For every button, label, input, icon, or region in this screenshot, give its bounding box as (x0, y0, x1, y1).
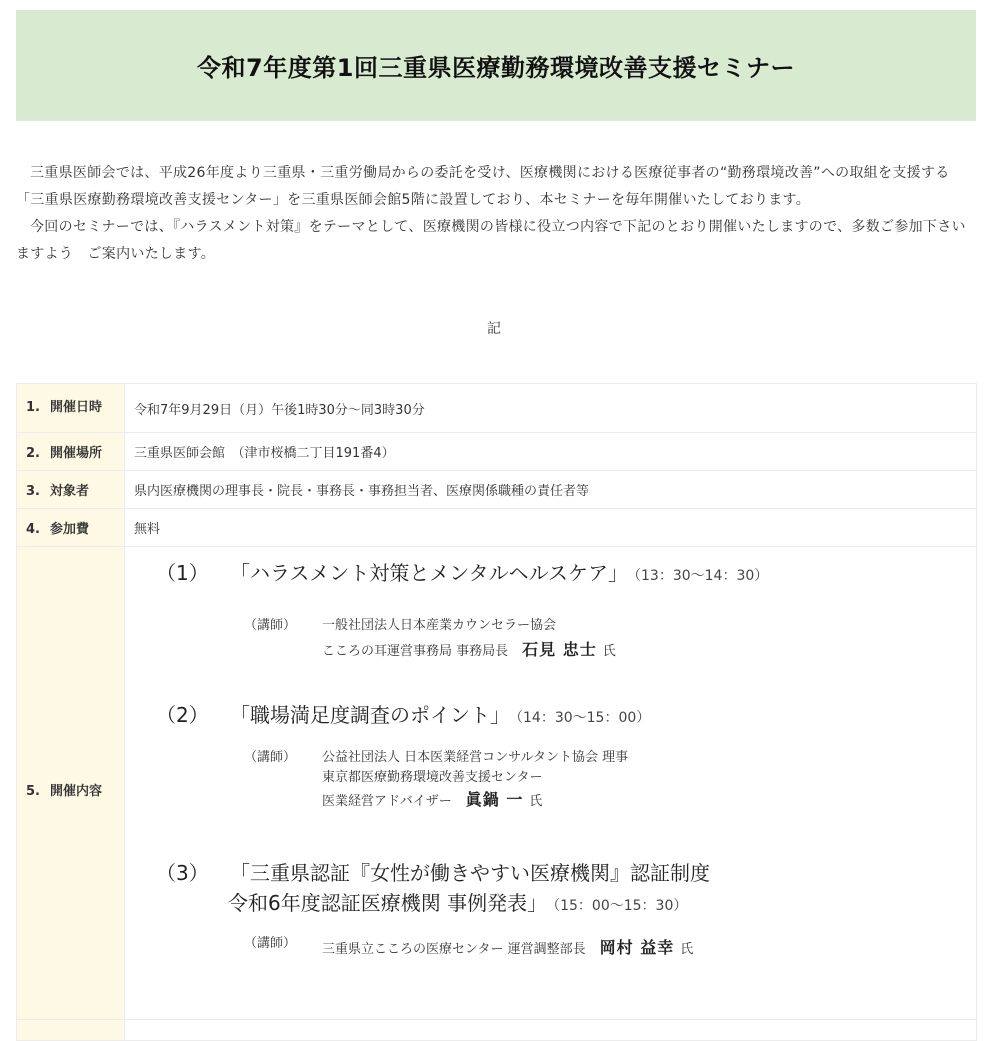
session-number: （3） (156, 861, 209, 885)
speaker-name: 岡村 益幸 (599, 938, 675, 957)
row-label: 4. 参加費 (17, 509, 125, 547)
table-row (17, 471, 977, 509)
speaker-name: 眞鍋 一 (465, 790, 524, 809)
row-value-empty (125, 1020, 977, 1041)
session-number: （2） (156, 703, 209, 727)
ki-marker: 記 (487, 321, 501, 337)
event-info-table (16, 383, 977, 1041)
program-session-1 (125, 557, 976, 659)
session-time: （14：30～15：00） (516, 710, 651, 726)
table-row (17, 433, 977, 471)
session-time: （13：30～14：30） (634, 568, 769, 584)
row-label: 2. 開催場所 (17, 433, 125, 471)
title-banner (16, 10, 976, 121)
program-session-3 (125, 857, 976, 957)
program-content (125, 547, 977, 1020)
session-time: （15：00～15：30） (553, 898, 688, 914)
session-title: 「職場満足度調査のポイント」 （14：30～15：00） (230, 703, 651, 727)
speaker-name: 石見 忠士 (522, 640, 597, 659)
honorific: 氏 (529, 794, 543, 809)
event-date-value: 令和7年9月29日（月）午後1時30分～同3時30分 (125, 384, 977, 433)
program-session-2 (125, 699, 976, 809)
row-label: 5. 開催内容 (17, 547, 125, 1020)
honorific: 氏 (680, 942, 694, 957)
speaker-affiliation: 一般社団法人日本産業カウンセラー協会 (322, 618, 557, 633)
intro-paragraph-1: 三重県医師会では、平成26年度より三重県・三重労働局からの委託を受け、医療機関における医療従事者の“勤務環境改善”への取組を支援する「三重県医療勤務環境改善支援センター」を三重県医師会館5階に設置しており、本セミナーを毎年開催いたしております。 (16, 165, 950, 208)
session-title-line-2: 令和6年度認証医療機関 事例発表」 （15：00～15：30） (228, 891, 688, 915)
speaker-affiliation: 公益社団法人 日本医業経営コンサルタント協会 理事 (322, 750, 629, 765)
session-number: （1） (156, 561, 209, 585)
speaker-line: こころの耳運営事務局 事務局長 石見 忠士 氏 (322, 640, 616, 659)
session-title: 「ハラスメント対策とメンタルヘルスケア」 （13：30～14：30） (230, 561, 769, 585)
intro-paragraph-2: 今回のセミナーでは、『ハラスメント対策』をテーマとして、医療機関の皆様に役立つ内容で下記のとおり開催いたしますので、多数ご参加下さいますよう ご案内いたします。 (16, 219, 966, 262)
intro-text (16, 160, 976, 268)
table-row (17, 1020, 977, 1041)
row-label: 1. 開催日時 (17, 384, 125, 433)
speaker-tag: （講師） (244, 618, 297, 633)
table-row (17, 547, 977, 1020)
table-row (17, 509, 977, 547)
speaker-affiliation: 東京都医療勤務環境改善支援センター (322, 770, 543, 785)
speaker-line: 医業経営アドバイザー 眞鍋 一 氏 (322, 790, 543, 809)
speaker-tag: （講師） (244, 936, 297, 951)
speaker-line: 三重県立こころの医療センター 運営調整部長 岡村 益幸 氏 (322, 938, 694, 957)
table-row (17, 384, 977, 433)
fee-value: 無料 (125, 509, 977, 547)
page-title: 令和7年度第1回三重県医療勤務環境改善支援セミナー (197, 54, 795, 82)
honorific: 氏 (602, 644, 616, 659)
session-title-line-1: 「三重県認証『女性が働きやすい医療機関』認証制度 (230, 861, 710, 885)
row-label: 3. 対象者 (17, 471, 125, 509)
target-audience-value: 県内医療機関の理事長・院長・事務長・事務担当者、医療関係職種の責任者等 (125, 471, 977, 509)
speaker-tag: （講師） (244, 750, 297, 765)
row-label-empty (17, 1020, 125, 1041)
event-venue-value: 三重県医師会館 （津市桜橋二丁目191番4） (125, 433, 977, 471)
